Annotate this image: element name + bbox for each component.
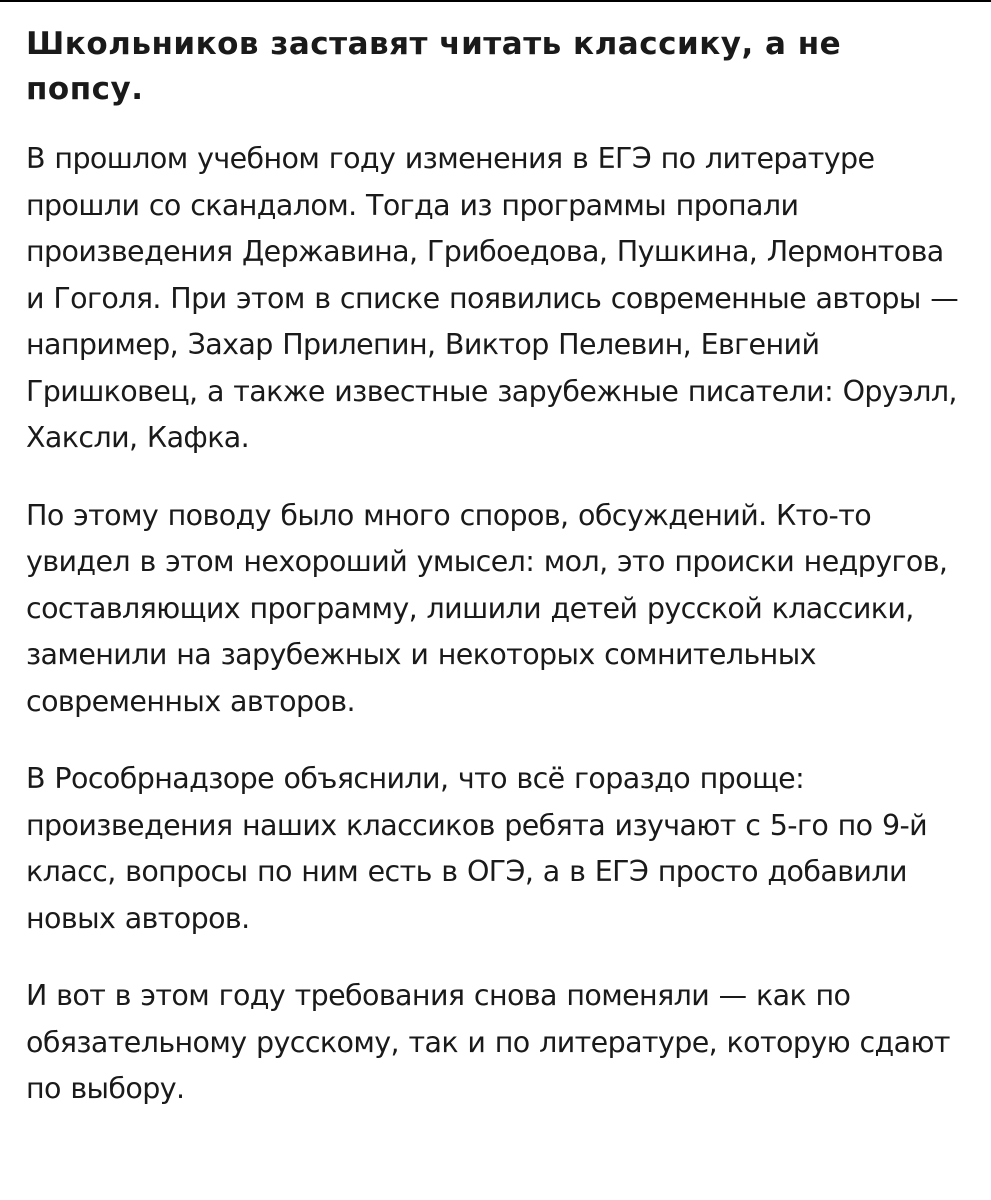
top-divider bbox=[0, 0, 991, 2]
paragraph-3: В Рособрнадзоре объяснили, что всё гораздо проще: произведения наших классиков ребята изучают с 5-го по 9-й класс, вопросы по ним есть в ОГЭ, а в ЕГЭ просто добавили новых авторов. bbox=[26, 762, 928, 935]
article-body bbox=[26, 22, 966, 1144]
paragraph-2: По этому поводу было много споров, обсуждений. Кто-то увидел в этом нехороший умысел: мол, это происки недругов, составляющих программу, лишили детей русской классики, заменили на зарубежных и некоторых сомнительных современных авторов. bbox=[26, 498, 948, 718]
article-headline: Школьников заставят читать классику, а не попсу. bbox=[26, 26, 842, 107]
paragraph-1: В прошлом учебном году изменения в ЕГЭ по литературе прошли со скандалом. Тогда из программы пропали произведения Державина, Грибоедова, Пушкина, Лермонтова и Гоголя. При этом в списке появились современные авторы — например, Захар Прилепин, Виктор Пелевин, Евгений Гришковец, а также известные зарубежные писатели: Оруэлл, Хаксли, Кафка. bbox=[26, 142, 959, 454]
paragraph-4: И вот в этом году требования снова поменяли — как по обязательному русскому, так и по литературе, которую сдают по выбору. bbox=[26, 979, 950, 1105]
